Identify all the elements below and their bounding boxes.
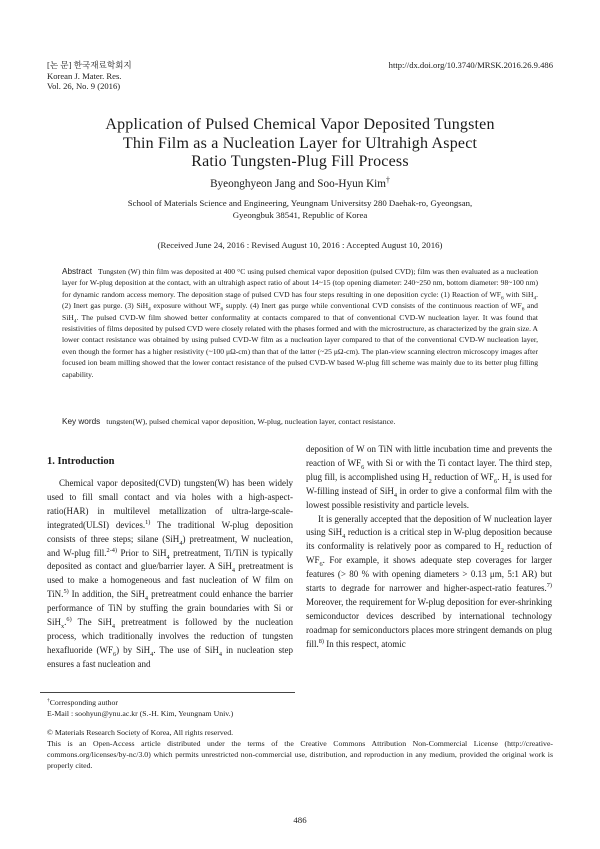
- subscript: 6: [521, 306, 525, 313]
- citation: 8): [318, 637, 324, 645]
- journal-name-korean: [논 문] 한국재료학회지: [47, 60, 132, 70]
- abstract-text: and: [524, 301, 538, 311]
- journal-name-english: Korean J. Mater. Res.: [47, 70, 122, 81]
- right-column: [306, 443, 552, 652]
- abstract-text: with: [503, 289, 522, 299]
- citation: 7): [546, 582, 552, 590]
- paper-title: [40, 116, 560, 172]
- subscript: 4: [533, 295, 537, 302]
- citation: 6): [66, 616, 72, 624]
- keywords: [62, 417, 538, 426]
- abstract-text: . The pulsed CVD-W film showed better conformality at contacts compared to that of conventional CVD-W nucleation layer. It was found that resistivities of films deposited by pulsed CVD were closely related with the phases formed and with the microstructure, as characterized by the grain size. A lower contact resistance was obtained by using pulsed CVD-W film as a nucleation layer compared to that of the conventional CVD-W nucleation layer, even though the former has a higher resistivity (~100 μΩ-cm) than that of the latter (~25 μΩ-cm). The plan-view scanning electron microscopy images after focused ion beam milling showed that the lower contact resistance of the pulsed CVD-W based W-plug fill scheme was mainly due to its better plug filling capability.: [62, 312, 538, 379]
- intro-paragraph-2: It is generally accepted that the deposition of W nucleation layer using SiH$_4$ reduction is a critical step in W-plug deposition because its conformality is relatively poor as compared to $H_2$ reduction of $WF_6$. For example, it shows adequate step coverages for larger features (> 80 % with opening diameters > 0.13 μm, 5:1 AR) but starts to degrade for narrower and higher-aspect-ratio features.$^{7)}$ Moreover, the requirement for W-plug deposition for ever-shrinking semiconductor devices described by international technology roadmap for semiconductors places more stringent demands on plug fill.$^{8)}$ In this respect, atomic: [306, 513, 553, 649]
- corresponding-author-note: †Corresponding author: [47, 697, 118, 707]
- intro-paragraph-1: Chemical vapor deposited(CVD) tungsten(W) has been widely used to fill small contact and via holes with a high-aspect-ratio(HAR) in multilevel metallization of ultra-large-scale-integrated(ULSI) devices.$^{1)}$ The traditional W-plug deposition consists of three steps; silane (SiH$_4$) pretreatment, W nucleation, and W-plug fill.$^{2-4)}$ Prior to SiH$_4$ pretreatment, Ti/TiN is typically deposited as contact and glue/barrier layer. A SiH$_4$ pretreatment is used to make a homogeneous and fast nucleation of W film on TiN.$^{5)}$ In addition, the SiH$_4$ pretreatment could enhance the barrier performance of TiN by stuffing the grain boundaries with Si or SiH$_x$.$^{6)}$ The SiH$_4$ pretreatment is followed by the nucleation process, which traditionally involves the reduction of tungsten hexafluoride $(WF_6)$ by SiH$_4$. The use of SiH$_4$ in nucleation step ensures a fast nucleation and: [47, 478, 294, 669]
- keywords-text: tungsten(W), pulsed chemical vapor deposition, W-plug, nucleation layer, contact resistance.: [106, 417, 396, 426]
- copyright-note: © Materials Research Society of Korea, All rights reserved.: [47, 728, 234, 737]
- abstract-text: SiH: [136, 301, 149, 311]
- citation: 5): [63, 588, 69, 596]
- corresponding-mark: †: [385, 175, 390, 185]
- intro-paragraph-1-continued: deposition of W on TiN with little incubation time and prevents the reaction of $WF_6$ with Si or with the Ti contact layer. The third step, plug fill, is accomplished using $H_2$ reduction of $WF_6$. $H_2$ is used for W-filling instead of SiH$_4$ in order to give a conformal film with the lowest possible resistivity and particle levels.: [306, 444, 552, 510]
- subscript: 4: [148, 306, 151, 313]
- title-line-3: Ratio Tungsten-Plug Fill Process: [191, 153, 409, 170]
- received-dates: (Received June 24, 2016 : Revised August 10, 2016 : Accepted August 10, 2016): [157, 240, 443, 250]
- title-line-1: Application of Pulsed Chemical Vapor Deposited Tungsten: [105, 116, 495, 133]
- affiliation-line-2: Gyeongbuk 38541, Republic of Korea: [232, 210, 368, 220]
- affiliation: [40, 197, 560, 221]
- abstract: [62, 266, 538, 380]
- license-note: This is an Open-Access article distributed under the terms of the Creative Commons Attribution Non-Commercial License (http://creative-commons.org/licenses/by-nc/3.0) which permits unrestricted non-commercial use, distribution, and reproduction in any medium, provided the original work is properly cited.: [47, 739, 553, 771]
- left-column: [47, 477, 293, 672]
- abstract-text: supply. (4) Inert gas purge while conventional CVD consists of the continuous reaction of: [223, 301, 511, 311]
- abstract-text: SiH: [521, 289, 534, 299]
- citation: 2-4): [106, 546, 118, 554]
- abstract-text: Tungsten (W) thin film was deposited at 400 °C using pulsed chemical vapor deposition (pulsed CVD); film was then evaluated as a nucleation layer for W-plug deposition at the contact, with an ultrahigh aspect ratio of about 14~15 (top opening diameter: 240~250 nm, bottom diameter: 98~100 nm) for dynamic random access memory. The deposition stage of pulsed CVD has four steps resulting in one deposition cycle: (1) Reaction of: [62, 267, 538, 299]
- subscript: 6: [220, 306, 224, 313]
- subscript: 4: [73, 318, 77, 325]
- keywords-label: Key words: [62, 417, 101, 426]
- abstract-label: Abstract: [62, 267, 93, 276]
- abstract-text: SiH: [62, 312, 74, 322]
- abstract-text: exposure without: [150, 301, 210, 311]
- title-line-2: Thin Film as a Nucleation Layer for Ultrahigh Aspect: [122, 134, 478, 152]
- citation: 1): [145, 518, 151, 526]
- abstract-text: . (2) Inert gas purge. (3): [62, 289, 538, 311]
- footnote-rule: [40, 692, 295, 693]
- page-number: 486: [293, 815, 307, 825]
- journal-volume: Vol. 26, No. 9 (2016): [47, 81, 121, 92]
- email-note: E-Mail : soohyun@ynu.ac.kr (S.-H. Kim, Yeungnam Univ.): [47, 709, 234, 718]
- abstract-text: WF: [489, 289, 501, 299]
- doi-link[interactable]: http://dx.doi.org/10.3740/MRSK.2016.26.9.486: [388, 60, 553, 70]
- author-list: [40, 175, 560, 190]
- abstract-text: WF: [209, 301, 221, 311]
- journal-header: [47, 60, 132, 92]
- subscript: 6: [500, 295, 504, 302]
- authors-text: Byeonghyeon Jang and Soo-Hyun Kim: [210, 178, 386, 190]
- affiliation-line-1: School of Materials Science and Engineering, Yeungnam Universitsy 280 Daehak-ro, Gyeongsan,: [127, 198, 473, 208]
- abstract-text: WF: [510, 301, 522, 311]
- section-heading: 1. Introduction: [47, 456, 115, 467]
